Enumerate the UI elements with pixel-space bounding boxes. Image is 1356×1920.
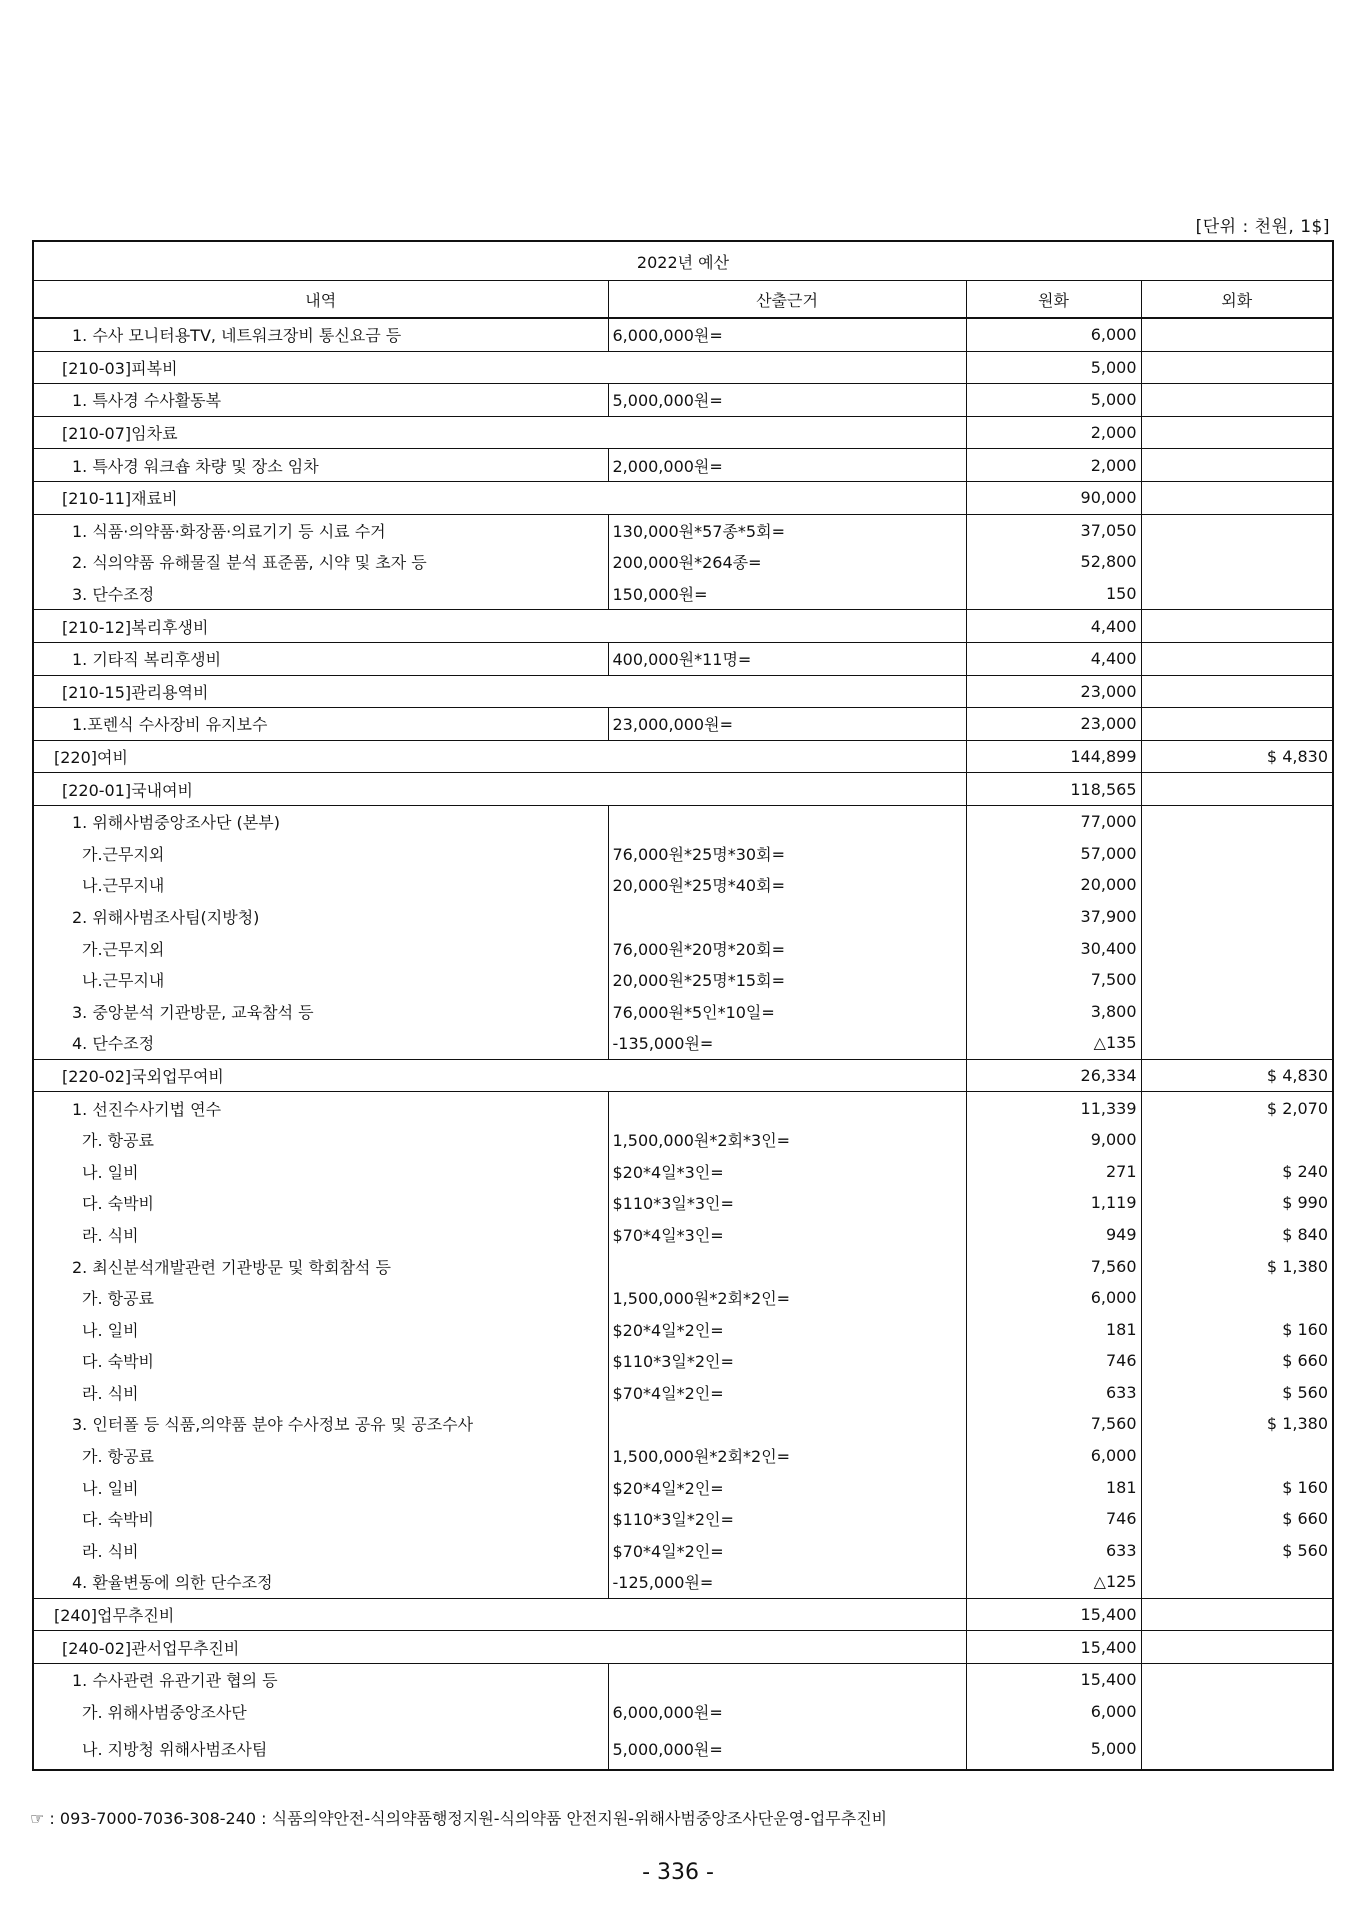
row-label: [240]업무추진비 [33,1598,966,1631]
row-usd [1141,1663,1333,1695]
row-krw: 15,400 [966,1631,1141,1664]
row-usd [1141,1598,1333,1631]
table-row [33,838,1333,870]
row-label: [240-02]관서업무추진비 [33,1631,966,1664]
row-krw: 2,000 [966,416,1141,449]
row-krw: 5,000 [966,1727,1141,1770]
row-usd [1141,1696,1333,1728]
table-row [33,1027,1333,1059]
row-usd [1141,869,1333,901]
row-basis: $20*4일*2인= [608,1471,966,1503]
table-row [33,932,1333,964]
row-usd [1141,1124,1333,1156]
row-label: 가.근무지외 [33,932,608,964]
row-krw: 7,500 [966,964,1141,996]
row-basis [608,1250,966,1282]
row-krw: 26,334 [966,1059,1141,1092]
row-label: 3. 중앙분석 기관방문, 교육참석 등 [33,995,608,1027]
table-row [33,610,1333,643]
row-label: 가. 항공료 [33,1124,608,1156]
table-row [33,1219,1333,1251]
row-krw: 6,000 [966,1696,1141,1728]
row-basis: 5,000,000원= [608,1727,966,1770]
table-row [33,642,1333,675]
table-row [33,1696,1333,1728]
row-usd [1141,773,1333,806]
row-label: 다. 숙박비 [33,1187,608,1219]
row-basis: 150,000원= [608,578,966,610]
row-label: 나.근무지내 [33,964,608,996]
table-row [33,805,1333,837]
row-basis: $70*4일*2인= [608,1535,966,1567]
row-label: 나. 일비 [33,1471,608,1503]
col-header-basis: 산출근거 [608,281,966,319]
table-row [33,1092,1333,1124]
row-krw: 6,000 [966,1282,1141,1314]
table-row [33,773,1333,806]
table-row [33,546,1333,578]
row-usd: $ 990 [1141,1187,1333,1219]
table-row [33,708,1333,741]
row-usd: $ 4,830 [1141,740,1333,773]
row-label: 나. 일비 [33,1313,608,1345]
row-krw: 52,800 [966,546,1141,578]
row-basis: $110*3일*3인= [608,1187,966,1219]
row-label: 1.포렌식 수사장비 유지보수 [33,708,608,741]
row-krw: 37,050 [966,514,1141,546]
row-label: [210-11]재료비 [33,481,966,514]
row-basis [608,1408,966,1440]
row-krw: 77,000 [966,805,1141,837]
table-row [33,1155,1333,1187]
col-header-usd: 외화 [1141,281,1333,319]
col-header-krw: 원화 [966,281,1141,319]
table-row [33,1440,1333,1472]
row-basis: 23,000,000원= [608,708,966,741]
row-krw: 3,800 [966,995,1141,1027]
row-basis: 76,000원*20명*20회= [608,932,966,964]
row-basis: 200,000원*264종= [608,546,966,578]
budget-table [32,240,1334,1771]
row-usd: $ 160 [1141,1471,1333,1503]
row-basis: 6,000,000원= [608,1696,966,1728]
row-basis: 5,000,000원= [608,384,966,417]
row-krw: 23,000 [966,675,1141,708]
row-label: 2. 최신분석개발관련 기관방문 및 학회참석 등 [33,1250,608,1282]
row-label: [210-12]복리후생비 [33,610,966,643]
row-usd [1141,578,1333,610]
table-row [33,351,1333,384]
table-row [33,1663,1333,1695]
row-basis: 1,500,000원*2회*2인= [608,1282,966,1314]
row-krw: 118,565 [966,773,1141,806]
row-krw: 90,000 [966,481,1141,514]
row-usd [1141,449,1333,482]
row-basis: 130,000원*57종*5회= [608,514,966,546]
row-label: 1. 선진수사기법 연수 [33,1092,608,1124]
row-label: 가.근무지외 [33,838,608,870]
row-krw: 4,400 [966,642,1141,675]
row-krw: 181 [966,1313,1141,1345]
row-basis: $70*4일*3인= [608,1219,966,1251]
row-label: 나. 지방청 위해사범조사팀 [33,1727,608,1770]
row-usd [1141,1440,1333,1472]
row-basis: $110*3일*2인= [608,1345,966,1377]
row-krw: 6,000 [966,1440,1141,1472]
row-label: 나.근무지내 [33,869,608,901]
row-krw: 4,400 [966,610,1141,643]
row-label: 라. 식비 [33,1219,608,1251]
row-usd [1141,708,1333,741]
table-row [33,740,1333,773]
row-basis: 76,000원*5인*10일= [608,995,966,1027]
row-usd [1141,351,1333,384]
row-basis [608,805,966,837]
table-row [33,1727,1333,1770]
row-usd [1141,481,1333,514]
page-number: - 336 - [642,1860,714,1885]
row-krw: 20,000 [966,869,1141,901]
table-row [33,1124,1333,1156]
row-krw: 271 [966,1155,1141,1187]
table-row [33,1566,1333,1598]
row-usd [1141,610,1333,643]
row-usd [1141,1566,1333,1598]
row-label: 다. 숙박비 [33,1503,608,1535]
footnote: ☞ : 093-7000-7036-308-240 : 식품의약안전-식의약품행정지원-식의약품 안전지원-위해사범중앙조사단운영-업무추진비 [30,1809,888,1828]
row-usd [1141,932,1333,964]
row-krw: 6,000 [966,318,1141,351]
row-usd: $ 660 [1141,1503,1333,1535]
row-basis: $70*4일*2인= [608,1377,966,1409]
row-basis: -125,000원= [608,1566,966,1598]
row-krw: 9,000 [966,1124,1141,1156]
row-usd: $ 840 [1141,1219,1333,1251]
row-basis: 20,000원*25명*40회= [608,869,966,901]
row-usd [1141,384,1333,417]
row-label: 1. 위해사범중앙조사단 (본부) [33,805,608,837]
row-label: 3. 인터폴 등 식품,의약품 분야 수사정보 공유 및 공조수사 [33,1408,608,1440]
row-label: 1. 기타직 복리후생비 [33,642,608,675]
row-usd [1141,805,1333,837]
table-row [33,1535,1333,1567]
row-usd [1141,546,1333,578]
row-label: 가. 항공료 [33,1282,608,1314]
row-label: 1. 수사관련 유관기관 협의 등 [33,1663,608,1695]
row-usd: $ 560 [1141,1377,1333,1409]
row-usd [1141,1282,1333,1314]
row-usd [1141,514,1333,546]
row-krw: 633 [966,1377,1141,1409]
row-label: 2. 식의약품 유해물질 분석 표준품, 시약 및 초자 등 [33,546,608,578]
row-krw: 57,000 [966,838,1141,870]
row-basis [608,1663,966,1695]
row-label: 1. 수사 모니터용TV, 네트워크장비 통신요금 등 [33,318,608,351]
row-basis: 2,000,000원= [608,449,966,482]
row-label: 4. 환율변동에 의한 단수조정 [33,1566,608,1598]
table-row [33,514,1333,546]
row-krw: 633 [966,1535,1141,1567]
row-usd [1141,995,1333,1027]
row-basis: 1,500,000원*2회*2인= [608,1440,966,1472]
year-header: 2022년 예산 [33,241,1333,281]
table-row [33,1503,1333,1535]
row-usd [1141,642,1333,675]
row-label: 다. 숙박비 [33,1345,608,1377]
row-krw: 746 [966,1503,1141,1535]
row-basis: 6,000,000원= [608,318,966,351]
row-krw: 144,899 [966,740,1141,773]
budget-body [33,318,1333,1770]
row-usd: $ 2,070 [1141,1092,1333,1124]
row-basis: -135,000원= [608,1027,966,1059]
table-row [33,1250,1333,1282]
row-krw: 150 [966,578,1141,610]
row-krw: 11,339 [966,1092,1141,1124]
row-label: 나. 일비 [33,1155,608,1187]
row-basis [608,901,966,933]
row-usd [1141,318,1333,351]
row-label: 1. 식품·의약품·화장품·의료기기 등 시료 수거 [33,514,608,546]
row-krw: 15,400 [966,1663,1141,1695]
table-row [33,1598,1333,1631]
table-row [33,384,1333,417]
row-label: 라. 식비 [33,1535,608,1567]
row-krw: 5,000 [966,351,1141,384]
row-usd: $ 1,380 [1141,1408,1333,1440]
row-label: 라. 식비 [33,1377,608,1409]
row-usd: $ 1,380 [1141,1250,1333,1282]
row-krw: 2,000 [966,449,1141,482]
table-row [33,1377,1333,1409]
row-krw: 1,119 [966,1187,1141,1219]
table-row [33,416,1333,449]
table-row [33,1187,1333,1219]
table-row [33,449,1333,482]
table-row [33,578,1333,610]
row-krw: 181 [966,1471,1141,1503]
table-row [33,1631,1333,1664]
row-usd [1141,1631,1333,1664]
table-row [33,1345,1333,1377]
row-krw: 949 [966,1219,1141,1251]
row-krw: 30,400 [966,932,1141,964]
row-label: [220-02]국외업무여비 [33,1059,966,1092]
row-basis: 400,000원*11명= [608,642,966,675]
table-row [33,901,1333,933]
row-usd [1141,416,1333,449]
row-usd [1141,964,1333,996]
col-header-description: 내역 [33,281,608,319]
row-krw: 23,000 [966,708,1141,741]
table-row [33,318,1333,351]
row-usd [1141,901,1333,933]
row-label: 4. 단수조정 [33,1027,608,1059]
row-basis: 20,000원*25명*15회= [608,964,966,996]
row-krw: △125 [966,1566,1141,1598]
table-row [33,1059,1333,1092]
row-usd [1141,1727,1333,1770]
row-usd [1141,838,1333,870]
row-krw: 746 [966,1345,1141,1377]
row-label: 2. 위해사범조사팀(지방청) [33,901,608,933]
row-label: 1. 특사경 워크숍 차량 및 장소 임차 [33,449,608,482]
row-label: 3. 단수조정 [33,578,608,610]
row-label: 가. 항공료 [33,1440,608,1472]
row-label: [220]여비 [33,740,966,773]
table-row [33,1313,1333,1345]
row-usd: $ 660 [1141,1345,1333,1377]
row-usd: $ 4,830 [1141,1059,1333,1092]
table-row [33,1408,1333,1440]
row-usd [1141,675,1333,708]
row-label: [210-03]피복비 [33,351,966,384]
row-krw: △135 [966,1027,1141,1059]
row-usd: $ 160 [1141,1313,1333,1345]
row-label: 1. 특사경 수사활동복 [33,384,608,417]
table-row [33,1471,1333,1503]
row-usd [1141,1027,1333,1059]
row-usd: $ 240 [1141,1155,1333,1187]
row-basis: $20*4일*3인= [608,1155,966,1187]
row-label: [220-01]국내여비 [33,773,966,806]
row-krw: 7,560 [966,1408,1141,1440]
row-label: [210-15]관리용역비 [33,675,966,708]
row-basis: $20*4일*2인= [608,1313,966,1345]
row-basis: 1,500,000원*2회*3인= [608,1124,966,1156]
table-row [33,675,1333,708]
table-row [33,964,1333,996]
row-basis: 76,000원*25명*30회= [608,838,966,870]
row-basis [608,1092,966,1124]
unit-label: [단위 : 천원, 1$] [1195,217,1330,237]
table-row [33,1282,1333,1314]
row-label: 가. 위해사범중앙조사단 [33,1696,608,1728]
table-row [33,995,1333,1027]
row-krw: 7,560 [966,1250,1141,1282]
row-usd: $ 560 [1141,1535,1333,1567]
row-krw: 5,000 [966,384,1141,417]
table-row [33,481,1333,514]
table-row [33,869,1333,901]
row-krw: 15,400 [966,1598,1141,1631]
row-krw: 37,900 [966,901,1141,933]
row-label: [210-07]임차료 [33,416,966,449]
row-basis: $110*3일*2인= [608,1503,966,1535]
